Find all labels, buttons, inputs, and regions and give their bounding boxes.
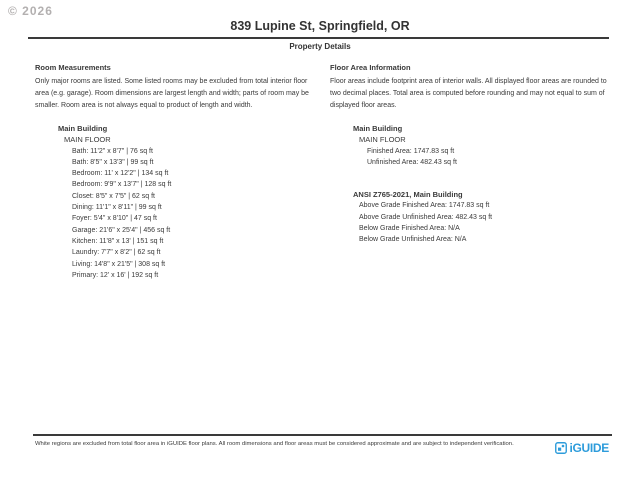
room-line: Kitchen: 11'8" x 13' | 151 sq ft (72, 237, 164, 245)
room-measurements-section (35, 63, 323, 281)
room-measurements-listing (35, 123, 323, 281)
room-line: Bath: 8'5" x 13'3" | 99 sq ft (72, 158, 154, 166)
footer-divider (33, 434, 612, 436)
iguide-logo (555, 441, 609, 455)
iguide-logo-text: iGUIDE (569, 441, 609, 455)
iguide-logo-icon (555, 442, 567, 454)
ansi-line: Below Grade Unfinished Area: N/A (359, 236, 467, 244)
ansi-line: Below Grade Finished Area: N/A (359, 225, 460, 233)
room-line: Living: 14'8" x 21'5" | 308 sq ft (72, 260, 166, 268)
room-measurements-heading: Room Measurements (35, 63, 111, 72)
floor-area-description: Floor areas include footprint area of interior walls. All displayed floor areas are rounded to two decimal places. Total area is computed before rounding and may not equal to sum of displayed floor areas. (330, 78, 607, 109)
floor-name: MAIN FLOOR (64, 135, 111, 145)
ansi-heading: ANSI Z765-2021, Main Building (353, 190, 463, 200)
page-subtitle: Property Details (289, 42, 351, 51)
room-line: Foyer: 5'4" x 8'10" | 47 sq ft (72, 215, 157, 223)
area-line: Unfinished Area: 482.43 sq ft (367, 158, 457, 166)
copyright-watermark: © 2026 (8, 4, 53, 18)
room-line: Bedroom: 9'9" x 13'7" | 128 sq ft (72, 181, 172, 189)
page-title: 839 Lupine St, Springfield, OR (230, 19, 410, 33)
room-line: Dining: 11'1" x 8'11" | 99 sq ft (72, 204, 162, 212)
ansi-line: Above Grade Unfinished Area: 482.43 sq ft (359, 213, 493, 221)
building-name: Main Building (58, 124, 108, 133)
area-line: Finished Area: 1747.83 sq ft (367, 147, 455, 155)
ansi-block (330, 189, 618, 245)
room-line: Laundry: 7'7" x 8'2" | 62 sq ft (72, 249, 161, 257)
ansi-line: Above Grade Finished Area: 1747.83 sq ft (359, 202, 490, 210)
floor-area-listing (330, 123, 618, 168)
room-line: Primary: 12' x 16' | 192 sq ft (72, 271, 159, 279)
building-name: Main Building (353, 124, 403, 133)
floor-area-heading: Floor Area Information (330, 63, 411, 72)
room-line: Closet: 8'5" x 7'5" | 62 sq ft (72, 192, 156, 200)
room-line: Garage: 21'6" x 25'4" | 456 sq ft (72, 226, 171, 234)
floor-area-section (330, 63, 618, 246)
room-line: Bath: 11'2" x 8'7" | 76 sq ft (72, 147, 153, 155)
room-measurements-description: Only major rooms are listed. Some listed rooms may be excluded from total interior floor area (e.g. garage). Room dimensions are largest length and width; parts of room may be smaller. Room area is not always equal to product of length and width. (35, 78, 309, 109)
room-line: Bedroom: 11' x 12'2" | 134 sq ft (72, 170, 169, 178)
title-divider (28, 37, 609, 39)
floor-name: MAIN FLOOR (359, 135, 406, 145)
footer-disclaimer: White regions are excluded from total floor area in iGUIDE floor plans. All room dimensions and floor areas must be considered approximate and are subject to independent verification. (35, 441, 514, 447)
